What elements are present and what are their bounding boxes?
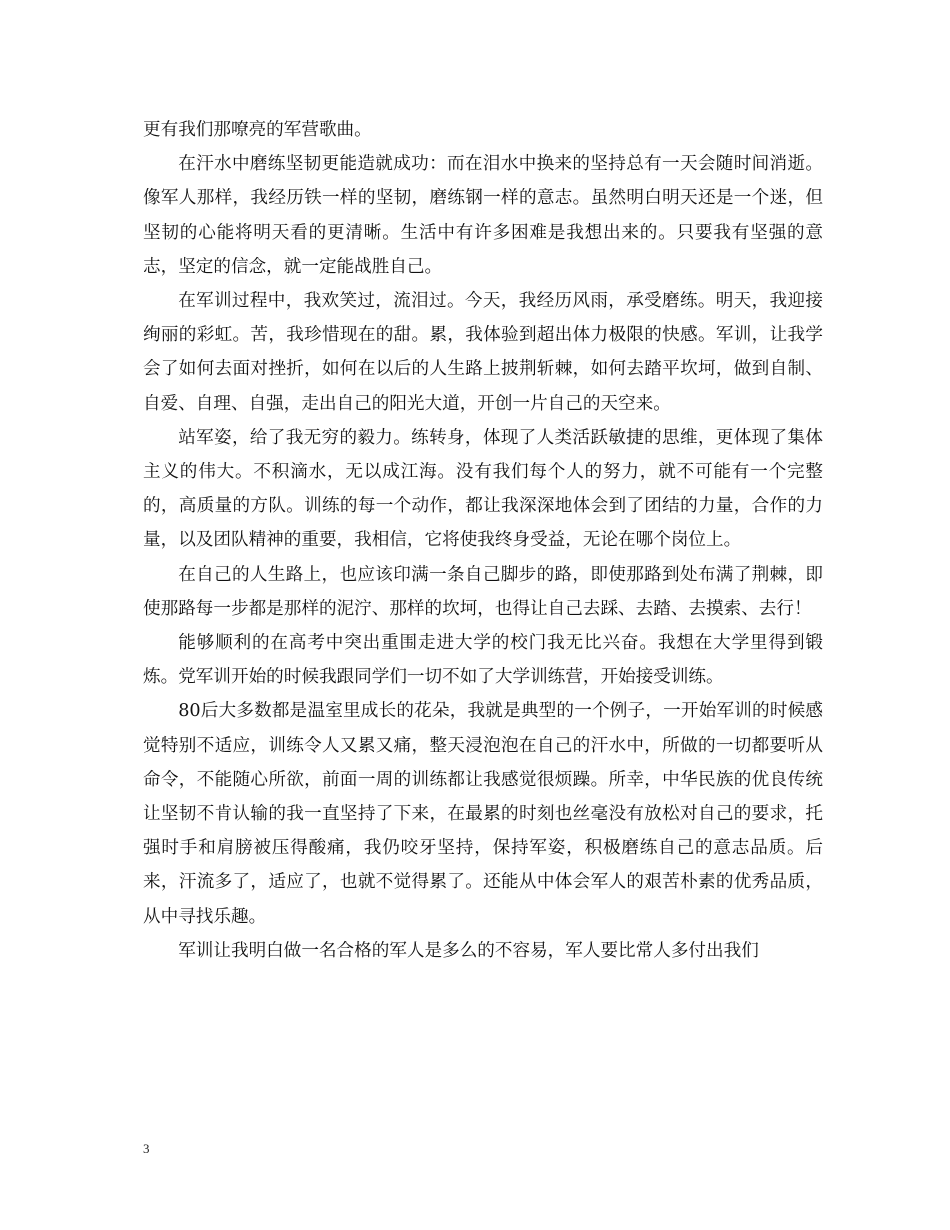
paragraph: 80后大多数都是温室里成长的花朵，我就是典型的一个例子，一开始军训的时候感觉特别不适应，训练令人又累又痛，整天浸泡泡在自己的汗水中，所做的一切都要听从命令，不能随心所欲，前面一周的训练都让我感觉很烦躁。所幸，中华民族的优良传统让坚韧不肯认输的我一直坚持了下来，在最累的时刻也丝毫没有放松对自己的要求，托强时手和肩膀被压得酸痛，我仍咬牙坚持，保持军姿，积极磨练自己的意志品质。后来，汗流多了，适应了，也就不觉得累了。还能从中体会军人的艰苦朴素的优秀品质，从中寻找乐趣。 xyxy=(143,701,823,927)
paragraph: 军训让我明白做一名合格的军人是多么的不容易，军人要比常人多付出我们 xyxy=(178,940,759,961)
paragraph: 在军训过程中，我欢笑过，流泪过。今天，我经历风雨，承受磨练。明天，我迎接绚丽的彩虹。苦，我珍惜现在的甜。累，我体验到超出体力极限的快感。军训，让我学会了如何去面对挫折，如何在以后的人生路上披荆斩棘，如何去踏平坎坷，做到自制、自爱、自理、自强，走出自己的阳光大道，开创一片自己的天空来。 xyxy=(143,291,823,414)
paragraph: 能够顺利的在高考中突出重围走进大学的校门我无比兴奋。我想在大学里得到锻炼。党军训开始的时候我跟同学们一切不如了大学训练营，开始接受训练。 xyxy=(143,633,823,688)
paragraph: 在自己的人生路上，也应该印满一条自己脚步的路，即使那路到处布满了荆棘，即使那路每一步都是那样的泥泞、那样的坎坷，也得让自己去踩、去踏、去摸索、去行！ xyxy=(143,564,823,619)
document-body xyxy=(143,113,823,968)
page-number: 3 xyxy=(143,1141,150,1156)
paragraph: 站军姿，给了我无穷的毅力。练转身，体现了人类活跃敏捷的思维，更体现了集体主义的伟大。不积滴水，无以成江海。没有我们每个人的努力，就不可能有一个完整的，高质量的方队。训练的每一个动作，都让我深深地体会到了团结的力量，合作的力量，以及团队精神的重要，我相信，它将使我终身受益，无论在哪个岗位上。 xyxy=(143,427,823,551)
paragraph: 在汗水中磨练坚韧更能造就成功：而在泪水中换来的坚持总有一天会随时间消逝。像军人那样，我经历铁一样的坚韧，磨练钢一样的意志。虽然明白明天还是一个迷，但坚韧的心能将明天看的更清晰。生活中有许多困难是我想出来的。只要我有坚强的意志，坚定的信念，就一定能战胜自己。 xyxy=(143,154,823,277)
paragraph-continued: 更有我们那嘹亮的军营歌曲。 xyxy=(143,120,372,140)
